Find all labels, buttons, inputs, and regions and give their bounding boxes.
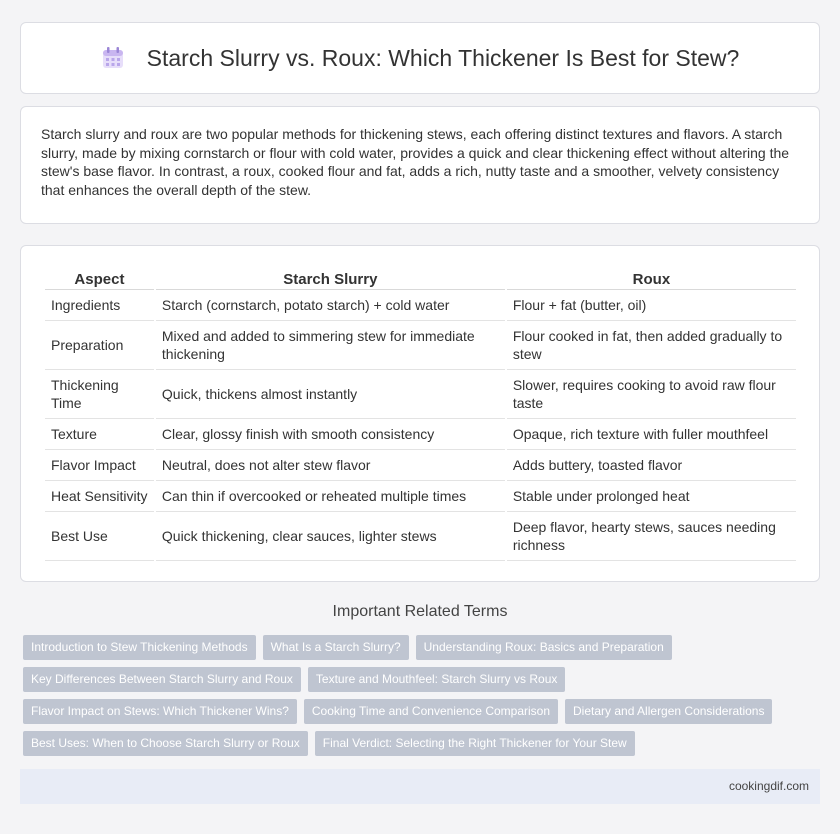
related-terms-list — [23, 635, 803, 763]
related-term-tag[interactable]: Understanding Roux: Basics and Preparation — [416, 635, 672, 660]
header-roux: Roux — [507, 263, 796, 290]
title-card — [20, 22, 820, 94]
roux-cell: Adds buttery, toasted flavor — [507, 450, 796, 481]
intro-card — [20, 106, 820, 224]
tag-row — [23, 635, 803, 660]
header-starch-slurry: Starch Slurry — [156, 263, 505, 290]
starch-slurry-cell: Neutral, does not alter stew flavor — [156, 450, 505, 481]
related-term-tag[interactable]: What Is a Starch Slurry? — [263, 635, 409, 660]
comparison-card — [20, 245, 820, 582]
table-header-row — [45, 263, 796, 290]
tag-row — [23, 667, 803, 692]
table-row — [45, 481, 796, 512]
aspect-cell: Best Use — [45, 512, 154, 561]
related-terms-title: Important Related Terms — [332, 603, 508, 620]
roux-cell: Flour + fat (butter, oil) — [507, 290, 796, 321]
page-title: Starch Slurry vs. Roux: Which Thickener Is Best for Stew? — [146, 44, 740, 71]
table-row — [45, 419, 796, 450]
related-term-tag[interactable]: Flavor Impact on Stews: Which Thickener Wins? — [23, 699, 297, 724]
footer-site-link[interactable]: cookingdif.com — [728, 779, 809, 793]
roux-cell: Opaque, rich texture with fuller mouthfeel — [507, 419, 796, 450]
roux-cell: Deep flavor, hearty stews, sauces needing richness — [507, 512, 796, 561]
related-term-tag[interactable]: Final Verdict: Selecting the Right Thickener for Your Stew — [315, 731, 635, 756]
aspect-cell: Thickening Time — [45, 370, 154, 419]
related-term-tag[interactable]: Cooking Time and Convenience Comparison — [304, 699, 558, 724]
starch-slurry-cell: Can thin if overcooked or reheated multiple times — [156, 481, 505, 512]
starch-slurry-cell: Starch (cornstarch, potato starch) + cold water — [156, 290, 505, 321]
table-row — [45, 450, 796, 481]
aspect-cell: Texture — [45, 419, 154, 450]
starch-slurry-cell: Quick, thickens almost instantly — [156, 370, 505, 419]
tag-row — [23, 699, 803, 724]
intro-paragraph: Starch slurry and roux are two popular methods for thickening stews, each offering distinct textures and flavors. A starch slurry, made by mixing cornstarch or flour with cold water, provides a quick and clear thickening effect without altering the stew's base flavor. In contrast, a roux, cooked flour and fat, adds a rich, nutty taste and a smoother, velvety consistency that enhances the overall depth of the stew. — [41, 126, 790, 198]
calendar-icon — [101, 46, 125, 70]
related-term-tag[interactable]: Dietary and Allergen Considerations — [565, 699, 772, 724]
roux-cell: Slower, requires cooking to avoid raw flour taste — [507, 370, 796, 419]
footer — [20, 769, 820, 804]
tag-row — [23, 731, 803, 756]
starch-slurry-cell: Quick thickening, clear sauces, lighter stews — [156, 512, 505, 561]
starch-slurry-cell: Clear, glossy finish with smooth consistency — [156, 419, 505, 450]
header-aspect: Aspect — [45, 263, 154, 290]
table-row — [45, 321, 796, 370]
related-term-tag[interactable]: Best Uses: When to Choose Starch Slurry or Roux — [23, 731, 308, 756]
related-term-tag[interactable]: Texture and Mouthfeel: Starch Slurry vs Roux — [308, 667, 565, 692]
starch-slurry-cell: Mixed and added to simmering stew for immediate thickening — [156, 321, 505, 370]
aspect-cell: Ingredients — [45, 290, 154, 321]
aspect-cell: Flavor Impact — [45, 450, 154, 481]
roux-cell: Stable under prolonged heat — [507, 481, 796, 512]
table-row — [45, 512, 796, 561]
related-term-tag[interactable]: Introduction to Stew Thickening Methods — [23, 635, 256, 660]
table-row — [45, 290, 796, 321]
table-row — [45, 370, 796, 419]
roux-cell: Flour cooked in fat, then added gradually to stew — [507, 321, 796, 370]
aspect-cell: Preparation — [45, 321, 154, 370]
related-term-tag[interactable]: Key Differences Between Starch Slurry and Roux — [23, 667, 301, 692]
aspect-cell: Heat Sensitivity — [45, 481, 154, 512]
comparison-table — [43, 263, 798, 561]
